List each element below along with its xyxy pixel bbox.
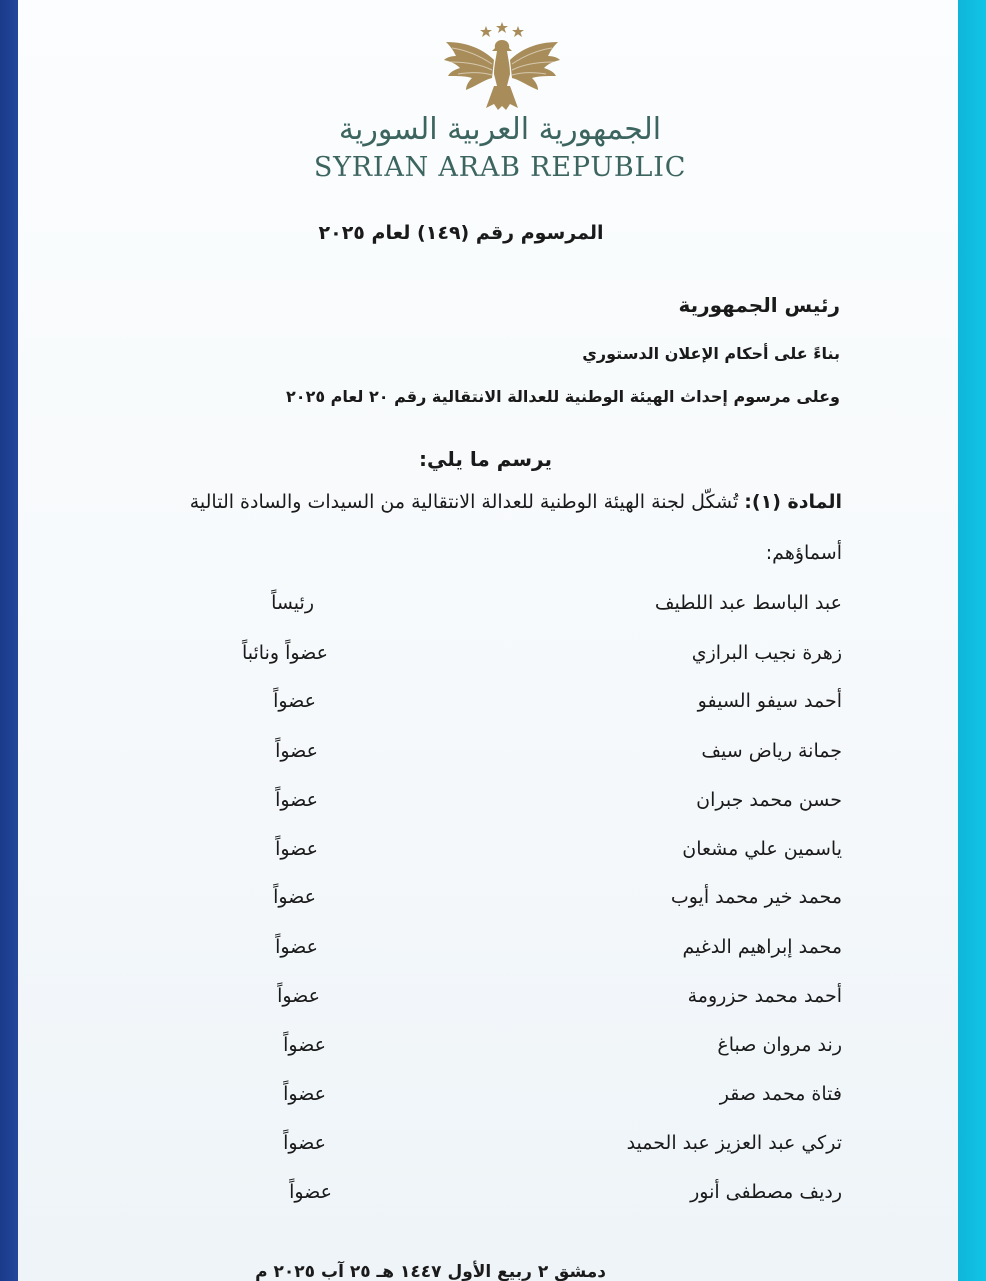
member-role: عضواً ونائباً	[241, 642, 328, 664]
member-role: عضواً	[273, 886, 316, 908]
member-name: تركي عبد العزيز عبد الحميد	[626, 1132, 842, 1154]
member-name: أحمد سيفو السيفو	[697, 690, 842, 712]
member-role: عضواً	[289, 1181, 332, 1203]
eagle-emblem-icon	[440, 20, 564, 112]
member-name: ياسمين علي مشعان	[682, 838, 842, 860]
decrees-heading: يرسم ما يلي:	[418, 447, 552, 471]
preamble-line-2: وعلى مرسوم إحداث الهيئة الوطنية للعدالة الانتقالية رقم ٢٠ لعام ٢٠٢٥	[286, 387, 840, 406]
country-name-english: SYRIAN ARAB REPUBLIC	[313, 152, 687, 183]
article-text: تُشكّل لجنة الهيئة الوطنية للعدالة الانتقالية من السيدات والسادة التالية	[189, 491, 745, 513]
member-role: عضواً	[277, 985, 320, 1007]
names-label: أسماؤهم:	[765, 542, 842, 564]
member-name: جمانة رياض سيف	[701, 740, 842, 762]
member-role: عضواً	[283, 1132, 326, 1154]
member-role: عضواً	[273, 690, 316, 712]
member-name: محمد إبراهيم الدغيم	[682, 936, 842, 958]
member-name: أحمد محمد حزرومة	[687, 985, 842, 1007]
member-role: عضواً	[283, 1083, 326, 1105]
preamble-line-1: بناءً على أحكام الإعلان الدستوري	[582, 344, 840, 363]
member-role: عضواً	[275, 936, 318, 958]
member-name: فتاة محمد صقر	[719, 1083, 842, 1105]
member-role: عضواً	[275, 838, 318, 860]
left-page-edge	[0, 0, 18, 1281]
member-name: رند مروان صباغ	[717, 1034, 842, 1056]
member-name: زهرة نجيب البرازي	[691, 642, 842, 664]
member-role: عضواً	[275, 789, 318, 811]
member-role: رئيساً	[271, 592, 314, 614]
article-label: المادة (١):	[744, 491, 842, 513]
member-name: محمد خير محمد أيوب	[670, 886, 842, 908]
member-name: حسن محمد جبران	[696, 789, 842, 811]
article-1	[190, 491, 842, 513]
right-page-edge	[958, 0, 986, 1281]
member-name: رديف مصطفى أنور	[690, 1181, 842, 1203]
decree-title: المرسوم رقم (١٤٩) لعام ٢٠٢٥	[318, 222, 604, 244]
president-heading: رئيس الجمهورية	[678, 293, 840, 317]
member-name: عبد الباسط عبد اللطيف	[654, 592, 842, 614]
member-role: عضواً	[283, 1034, 326, 1056]
country-name-arabic: الجمهورية العربية السورية	[338, 112, 662, 147]
member-role: عضواً	[275, 740, 318, 762]
signing-date: دمشق ٢ ربيع الأول ١٤٤٧ هـ ٢٥ آب ٢٠٢٥ م	[255, 1262, 606, 1281]
